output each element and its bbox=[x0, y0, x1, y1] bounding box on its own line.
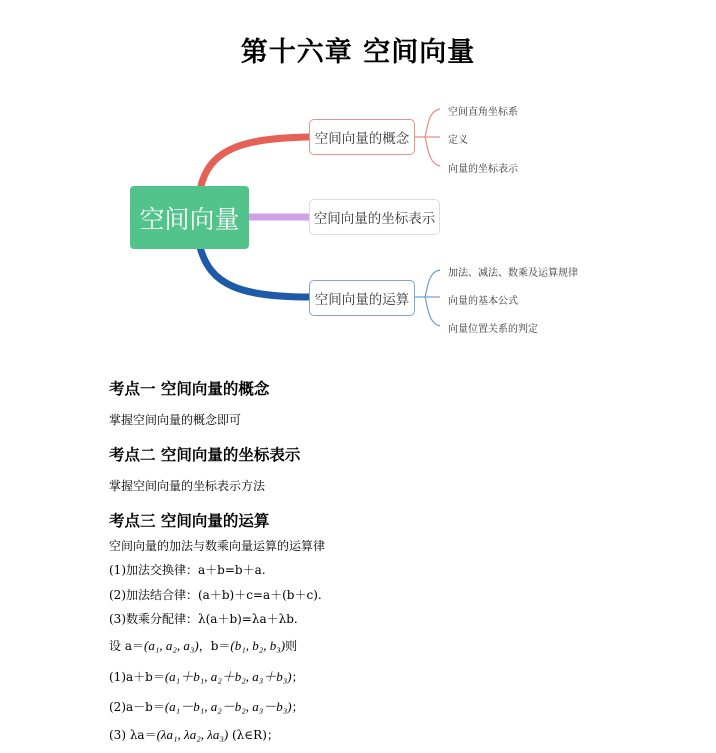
branch-coordinates: 空间向量的坐标表示 bbox=[309, 199, 440, 235]
leaf-basic-formulas: 向量的基本公式 bbox=[448, 296, 518, 307]
branch-operations: 空间向量的运算 bbox=[309, 280, 415, 316]
leaf-connectors-concept bbox=[415, 109, 440, 166]
leaf-operation-rules: 加法、减法、数乘及运算规律 bbox=[448, 268, 578, 279]
leaf-connectors-ops bbox=[415, 270, 440, 326]
leaf-coordinate-system: 空间直角坐标系 bbox=[448, 107, 518, 118]
branch-connector-concept bbox=[200, 137, 310, 190]
leaf-position-relation: 向量位置关系的判定 bbox=[448, 324, 538, 335]
formula-scalar: (3) λa＝(λa₁, λa₂, λa₃) (λ∈R)； bbox=[109, 727, 279, 742]
section-body-2: 掌握空间向量的坐标表示方法 bbox=[109, 479, 266, 493]
rule-distributive: (3)数乘分配律：λ(a＋b)=λa＋λb. bbox=[109, 612, 298, 626]
vector-b: (b₁, b₂, b₃) bbox=[230, 638, 286, 653]
branch-connector-ops bbox=[200, 247, 310, 297]
section-heading-2: 考点二 空间向量的坐标表示 bbox=[109, 446, 301, 464]
leaf-definition: 定义 bbox=[448, 135, 468, 146]
page-title: 第十六章 空间向量 bbox=[240, 37, 476, 68]
section-heading-3: 考点三 空间向量的运算 bbox=[109, 512, 270, 530]
formula-difference: (2)a－b＝(a₁－b₁, a₂－b₂, a₃－b₃)； bbox=[109, 699, 304, 714]
section-body-1: 掌握空间向量的概念即可 bbox=[109, 413, 242, 427]
section-heading-1: 考点一 空间向量的概念 bbox=[109, 380, 270, 398]
rule-commutative: (1)加法交换律：a＋b=b＋a. bbox=[109, 563, 266, 577]
rule-associative: (2)加法结合律：(a＋b)＋c=a＋(b＋c). bbox=[109, 588, 322, 602]
vector-a: (a₁, a₂, a₃) bbox=[143, 638, 199, 653]
formula-definition: 设 a＝(a₁, a₂, a₃)，b＝(b₁, b₂, b₃)则 bbox=[109, 638, 298, 653]
mindmap-root: 空间向量 bbox=[130, 186, 249, 249]
formula-sum: (1)a＋b＝(a₁＋b₁, a₂＋b₂, a₃＋b₃)； bbox=[109, 669, 304, 684]
section-body-3: 空间向量的加法与数乘向量运算的运算律 bbox=[109, 539, 326, 553]
leaf-coordinate-representation: 向量的坐标表示 bbox=[448, 164, 518, 175]
branch-concept: 空间向量的概念 bbox=[309, 119, 415, 155]
